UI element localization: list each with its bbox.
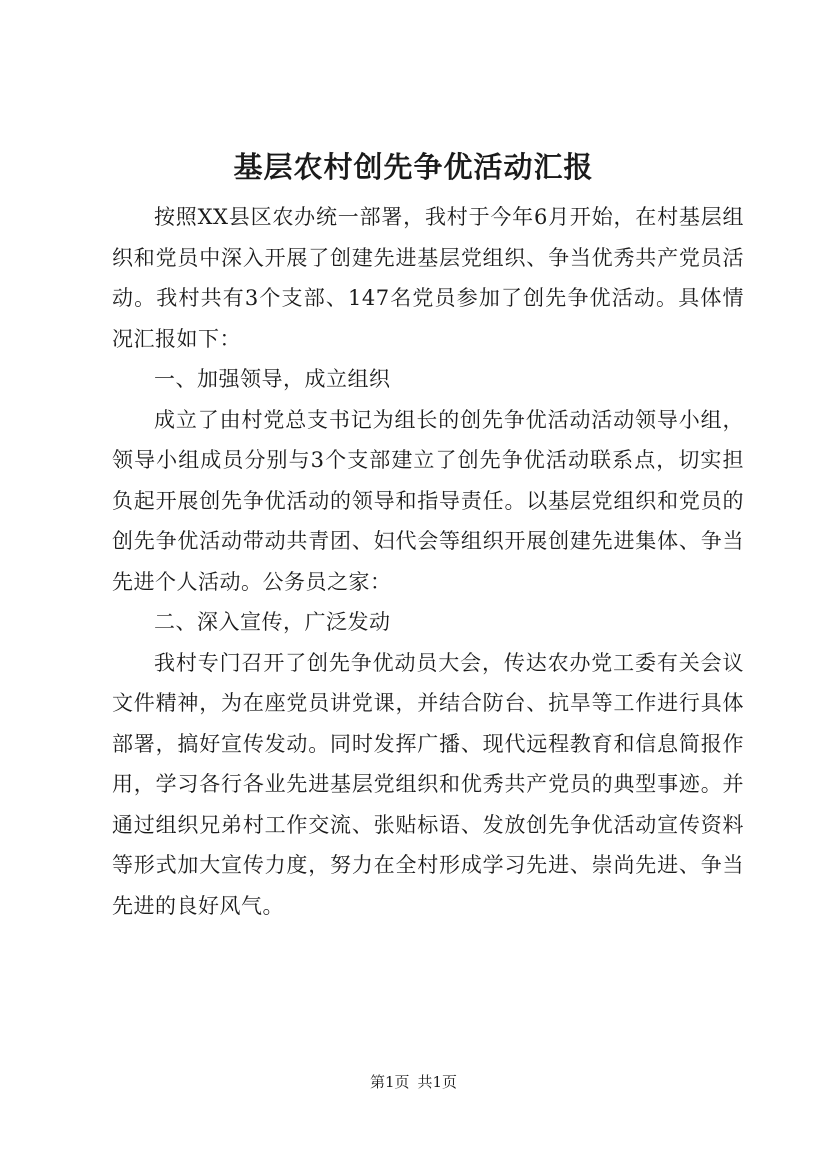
document-title: 基层农村创先争优活动汇报 [233, 150, 594, 184]
intro-paragraph: 按照XX县区农办统一部署，我村于今年6月开始，在村基层组织和党员中深入开展了创建先进基层党组织、争当优秀共产党员活动。我村共有3个支部、147名党员参加了创先争优活动。具体情况汇报如下： [112, 205, 744, 351]
document-body [112, 197, 744, 926]
page-total: 共1页 [417, 1073, 458, 1091]
page-footer [0, 1072, 827, 1092]
section-2-paragraph: 我村专门召开了创先争优动员大会，传达农办党工委有关会议文件精神，为在座党员讲党课，并结合防台、抗旱等工作进行具体部署，搞好宣传发动。同时发挥广播、现代远程教育和信息简报作用，学习各行各业先进基层党组织和优秀共产党员的典型事迹。并通过组织兄弟村工作交流、张贴标语、发放创先争优活动宣传资料等形式加大宣传力度，努力在全村形成学习先进、崇尚先进、争当先进的良好风气。 [112, 650, 744, 918]
section-heading-2: 二、深入宣传，广泛发动 [154, 610, 391, 634]
section-1-paragraph: 成立了由村党总支书记为组长的创先争优活动活动领导小组，领导小组成员分别与3个支部建立了创先争优活动联系点，切实担负起开展创先争优活动的领导和指导责任。以基层党组织和党员的创先争优活动带动共青团、妇代会等组织开展创建先进集体、争当先进个人活动。公务员之家： [112, 407, 744, 594]
page-number: 第1页 [369, 1073, 410, 1091]
section-heading-1: 一、加强领导，成立组织 [154, 367, 391, 391]
